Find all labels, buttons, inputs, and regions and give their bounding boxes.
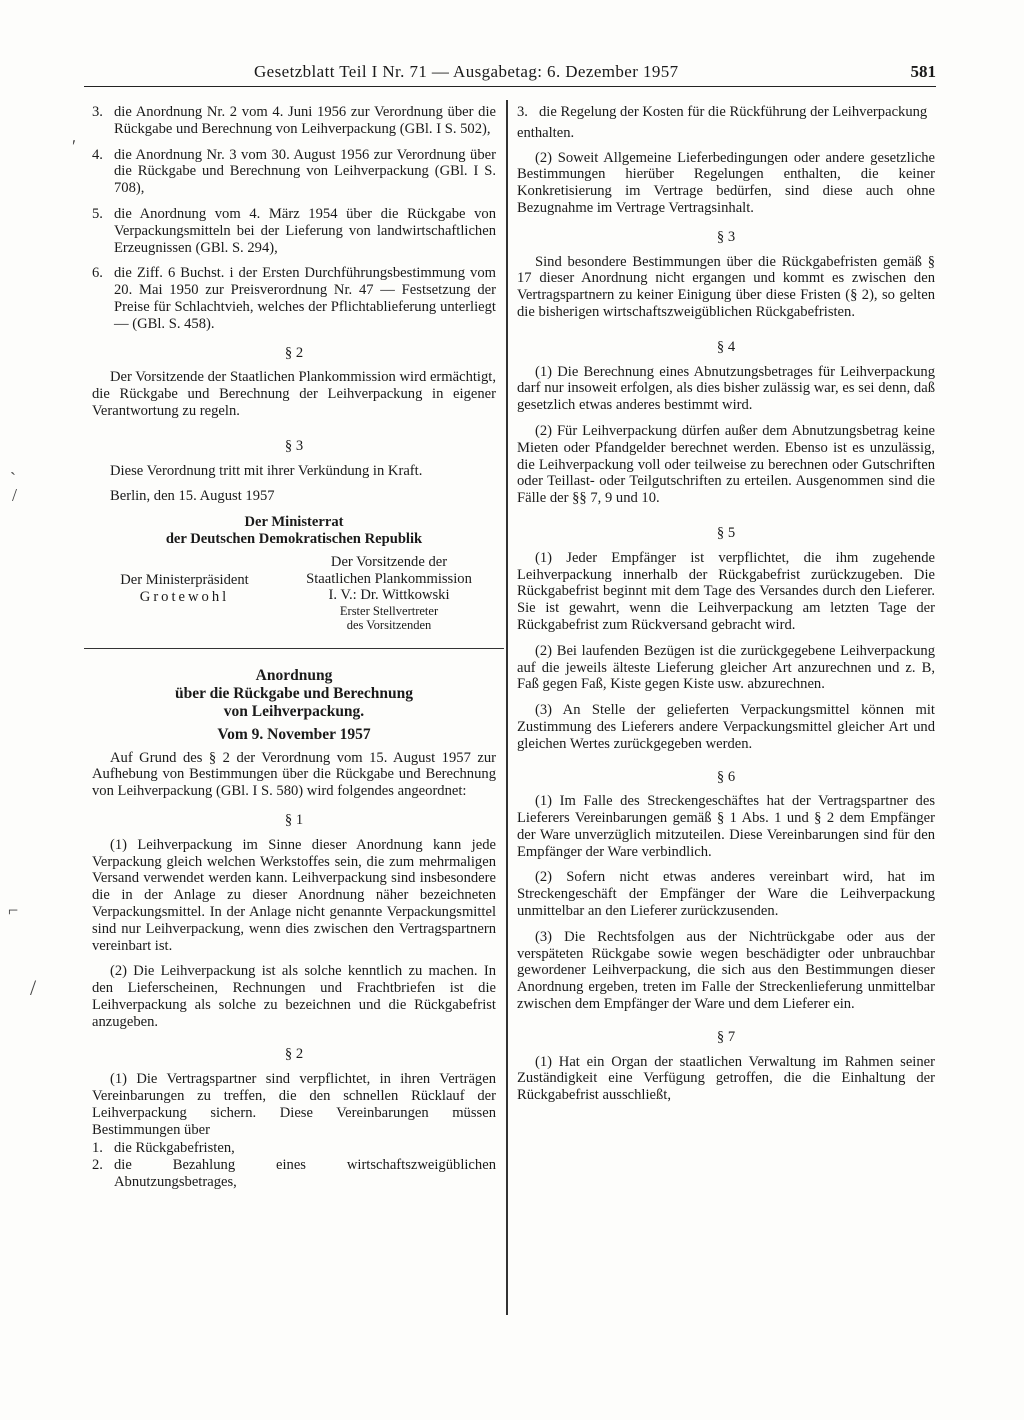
place-date: Berlin, den 15. August 1957	[110, 488, 275, 505]
item-number: 3.	[92, 104, 103, 120]
paragraph: (2) Bei laufenden Bezügen ist die zurückgegebene Leihverpackung auf die jeweils älteste Lieferung gleicher Art anzurechnen und z. B, Faß gegen Faß, Kiste gegen Kiste usw. abzurechnen.	[517, 642, 935, 693]
paragraph: (3) Die Rechtsfolgen aus der Nichtrückgabe oder aus der verspäteten Rückgabe sowie wegen beschädigter oder unbrauchbar gewordener Leihverpackung, die sich aus den Bestimmungen dieser Anordnung ergeben, treten im Falle der Streckenlieferung unmittelbar zwischen dem Empfänger der Ware und dem Lieferer ein.	[517, 928, 935, 1013]
margin-mark: /	[30, 975, 37, 1000]
item-text: die Anordnung vom 4. März 1954 über die Rückgabe von Verpackungsmitteln bei der Lieferung von landwirtschaftlichen Erzeugnissen (GBl. S. 294),	[114, 205, 496, 256]
ordinance-title: von Leihverpackung.	[223, 702, 365, 720]
signatures	[92, 554, 496, 634]
item-number: 3.	[517, 104, 528, 120]
margin-mark: ⌐	[8, 900, 19, 920]
margin-mark: /	[12, 485, 18, 505]
signatory-name: Grotewohl	[139, 588, 230, 605]
section-heading: § 4	[716, 338, 736, 355]
section-heading: § 1	[284, 811, 304, 828]
paragraph: (2) Die Leihverpackung ist als solche kenntlich zu machen. In den Lieferscheinen, Rechnungen und Frachtbriefen ist die Leihverpackung als solche zu bezeichnen und die Rückgabefrist anzugeben.	[92, 963, 496, 1030]
paragraph: Diese Verordnung tritt mit ihrer Verkündung in Kraft.	[110, 462, 423, 479]
ordinance-date: Vom 9. November 1957	[217, 725, 371, 743]
signature-left	[92, 572, 277, 606]
paragraph: Der Vorsitzende der Staatlichen Plankommission wird ermächtigt, die Rückgabe und Berechnung der Leihverpackung in eigener Verantwortung zu regeln.	[92, 369, 496, 419]
paragraph: enthalten.	[517, 124, 575, 141]
signatory-subtitle: des Vorsitzenden	[346, 618, 432, 633]
paragraph: (1) Leihverpackung im Sinne dieser Anordnung kann jede Verpackung gleich welchen Werkstoffes sein, die zum mehrmaligen Versand verwendet werden kann. Leihverpackung sind insbesondere die in der Anlage zu dieser Anordnung näher bezeichneten Verpackungsmittel. In der Anlage nicht genannte Verpackungsmittel sind nur Leihverpackung, wenn dies zwischen den Vertragspartnern vereinbart ist.	[92, 836, 496, 954]
paragraph: (1) Die Vertragspartner sind verpflichtet, in ihren Verträgen Vereinbarungen zu treffen, die den schnellen Rücklauf der Leihverpackung sichern. Diese Vereinbarungen müssen Bestimmungen über	[92, 1071, 496, 1138]
section-heading: § 2	[284, 344, 304, 361]
item-number: 6.	[92, 265, 103, 282]
paragraph: (1) Die Berechnung eines Abnutzungsbetrages für Leihverpackung darf nur insoweit erfolgen, als dies bisher zulässig war, es sei denn, daß gesetzlich etwas anderes bestimmt wird.	[517, 363, 935, 414]
section-heading: § 3	[716, 228, 736, 245]
section-divider	[84, 648, 504, 649]
signatory-role: Staatlichen Plankommission	[306, 570, 472, 587]
signatory-role: Der Ministerpräsident	[120, 571, 249, 588]
paragraph: (2) Sofern nicht etwas anderes vereinbart wird, hat im Streckengeschäft der Empfänger der Ware die Leihverpackung unmittelbar an den Lieferer zurückzusenden.	[517, 869, 935, 920]
paragraph: Sind besondere Bestimmungen über die Rückgabefristen gemäß § 17 dieser Anordnung nicht ergangen und kommt es zwischen den Vertragspartnern zu keiner Einigung über diese Fristen (§ 2), so gelten die bisherigen wirtschaftszweigüblichen Rückgabefristen.	[517, 253, 935, 320]
item-number: 2.	[92, 1157, 103, 1174]
item-number: 1.	[92, 1140, 103, 1157]
paragraph: (2) Für Leihverpackung dürfen außer dem Abnutzungsbetrag keine Mieten oder Pfandgelder berechnet werden. Ebenso ist es unzulässig, die Leihverpackung voll oder teilweise zu berechnen oder Gutschriften oder Teillast- oder Teilgutschriften zu erteilen. Ausgenommen sind die Fälle der §§ 7, 9 und 10.	[517, 422, 935, 507]
council-name-line1: Der Ministerrat	[244, 514, 344, 531]
margin-mark: ʹ	[72, 136, 76, 156]
section-heading: § 3	[284, 437, 304, 454]
section-heading: § 5	[716, 524, 736, 541]
paragraph: (2) Soweit Allgemeine Lieferbedingungen oder andere gesetzliche Bestimmungen hierüber Regelungen enthalten, die keiner Konkretisierung im Vertrage bedürfen, sind diese auch ohne Bezugnahme im Vertrage Vertragsinhalt.	[517, 149, 935, 216]
preamble: Auf Grund des § 2 der Verordnung vom 15. August 1957 zur Aufhebung von Bestimmungen über die Rückgabe und Berechnung von Leihverpackung (GBl. I S. 580) wird folgendes angeordnet:	[92, 749, 496, 800]
signatory-name: I. V.: Dr. Wittkowski	[328, 587, 450, 604]
paragraph: (1) Hat ein Organ der staatlichen Verwaltung im Rahmen seiner Zuständigkeit eine Verfügung getroffen, die die Einhaltung der Rückgabefrist ausschließt,	[517, 1053, 935, 1104]
list-item	[92, 1157, 496, 1191]
signatory-subtitle: Erster Stellvertreter	[339, 604, 439, 619]
paragraph: (3) An Stelle der gelieferten Verpackungsmittel können mit Zustimmung des Lieferers andere Verpackungsmittel gleicher Art und gleichen Wertes zurückgegeben werden.	[517, 702, 935, 752]
list-item	[92, 147, 496, 197]
ordinance-title: Anordnung	[255, 666, 333, 684]
signatory-role: Der Vorsitzende der	[330, 553, 448, 570]
margin-mark: ˎ	[10, 455, 16, 475]
list-item	[92, 104, 496, 138]
paragraph: (1) Im Falle des Streckengeschäftes hat der Vertragspartner des Lieferers Vereinbarungen gemäß § 1 Abs. 1 und § 2 dem Empfänger der Ware unverzüglich mitzuteilen. Diese Vereinbarungen sind für den Empfänger der Ware verbindlich.	[517, 793, 935, 860]
item-text: die Rückgabefristen,	[114, 1140, 235, 1157]
list-item	[92, 1140, 496, 1157]
paragraph: (1) Jeder Empfänger ist verpflichtet, die ihm zugehende Leihverpackung innerhalb der Rückgabefrist zurückzugeben. Die Rückgabefrist beginnt mit dem Tage des Versandes durch den Lieferer. Sie ist gewahrt, wenn die Leihverpackung am letzten Tage der Rückgabefrist zum Rückversand gebracht wird.	[517, 549, 935, 633]
list-item	[92, 206, 496, 256]
council-name-line2: der Deutschen Demokratischen Republik	[165, 530, 423, 547]
item-text: die Bezahlung eines wirtschaftszweigüblichen Abnutzungsbetrages,	[114, 1157, 496, 1191]
right-column	[517, 104, 935, 1113]
list-item	[517, 104, 935, 121]
item-text: die Anordnung Nr. 2 vom 4. Juni 1956 zur Verordnung über die Rückgabe und Berechnung von Leihverpackung (GBl. I S. 502),	[114, 104, 496, 137]
left-column	[92, 104, 496, 1191]
list-item	[92, 265, 496, 332]
section-heading: § 7	[716, 1028, 736, 1045]
section-heading: § 2	[284, 1046, 304, 1063]
column-divider	[506, 100, 508, 1315]
header-title: Gesetzblatt Teil I Nr. 71 — Ausgabetag: 6. Dezember 1957	[254, 62, 679, 81]
item-number: 4.	[92, 146, 103, 163]
item-number: 5.	[92, 205, 103, 222]
signature-right	[282, 554, 496, 632]
item-text: die Anordnung Nr. 3 vom 30. August 1956 zur Verordnung über die Rückgabe und Berechnung von Leihverpackung (GBl. I S. 708),	[114, 146, 496, 197]
item-text: die Regelung der Kosten für die Rückführung der Leihverpackung	[539, 104, 928, 120]
page-number: 581	[910, 62, 936, 81]
section-heading: § 6	[716, 768, 736, 785]
ordinance-title: über die Rückgabe und Berechnung	[174, 684, 413, 702]
page-header	[84, 60, 936, 87]
item-text: die Ziff. 6 Buchst. i der Ersten Durchführungsbestimmung vom 20. Mai 1950 zur Preisverordnung Nr. 47 — Festsetzung der Preise für Schlachtvieh, welches der Pflichtablieferung unterliegt — (GBl. S. 458).	[114, 265, 496, 332]
